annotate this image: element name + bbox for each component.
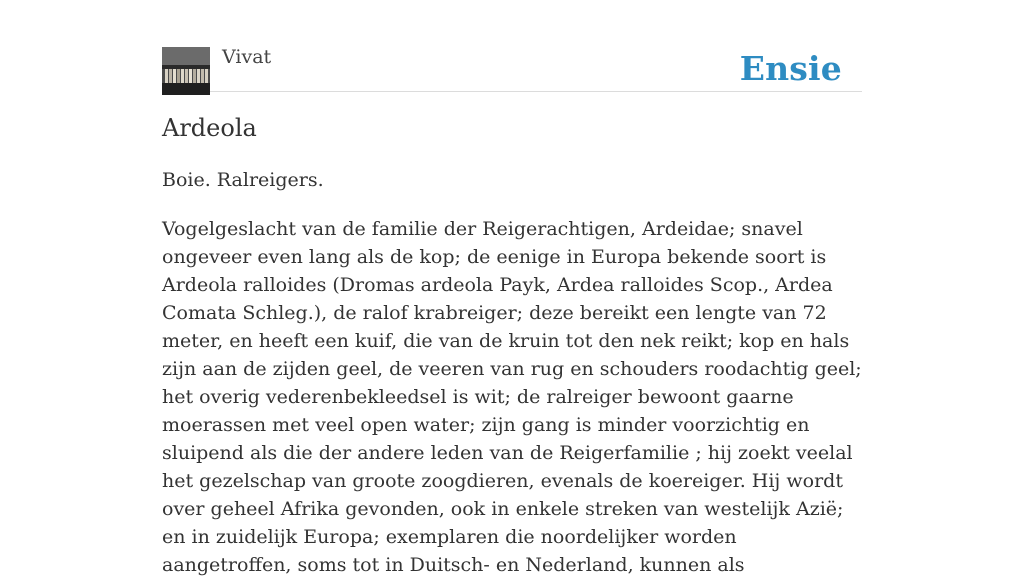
author-avatar[interactable] bbox=[162, 47, 210, 95]
site-logo[interactable]: Ensie bbox=[739, 49, 842, 88]
author-name[interactable]: Vivat bbox=[222, 46, 272, 68]
header bbox=[162, 0, 862, 92]
bookshelf-icon bbox=[162, 47, 210, 95]
entry-title: Ardeola bbox=[162, 114, 257, 142]
entry-body: Vogelgeslacht van de familie der Reigerachtigen, Ardeidae; snavel ongeveer even lang als de kop; de eenige in Europa bekende soort is Ardeola ralloides (Dromas ardeola Payk, Ardea ralloides Scop., Ardea Comata Schleg.), de ralof krabreiger; deze bereikt een lengte van 72 meter, en heeft een kuif, die van de kruin tot den nek reikt; kop en hals zijn aan de zijden geel, de veeren van rug en schouders roodachtig geel; het overig vederenbekleedsel is wit; de ralreiger bewoont gaarne moerassen met veel open water; zijn gang is minder voorzichtig en sluipend als die der andere leden van de Reigerfamilie ; hij zoekt veelal het gezelschap van groote zoogdieren, evenals de koereiger. Hij wordt over geheel Afrika gevonden, ook in enkele streken van westelijk Azië; en in zuidelijk Europa; exemplaren die noordelijker worden aangetroffen, soms tot in Duitsch- en Nederland, kunnen als bbox=[162, 218, 862, 576]
entry-subtitle: Boie. Ralreigers. bbox=[162, 169, 324, 191]
page-container bbox=[162, 0, 862, 576]
